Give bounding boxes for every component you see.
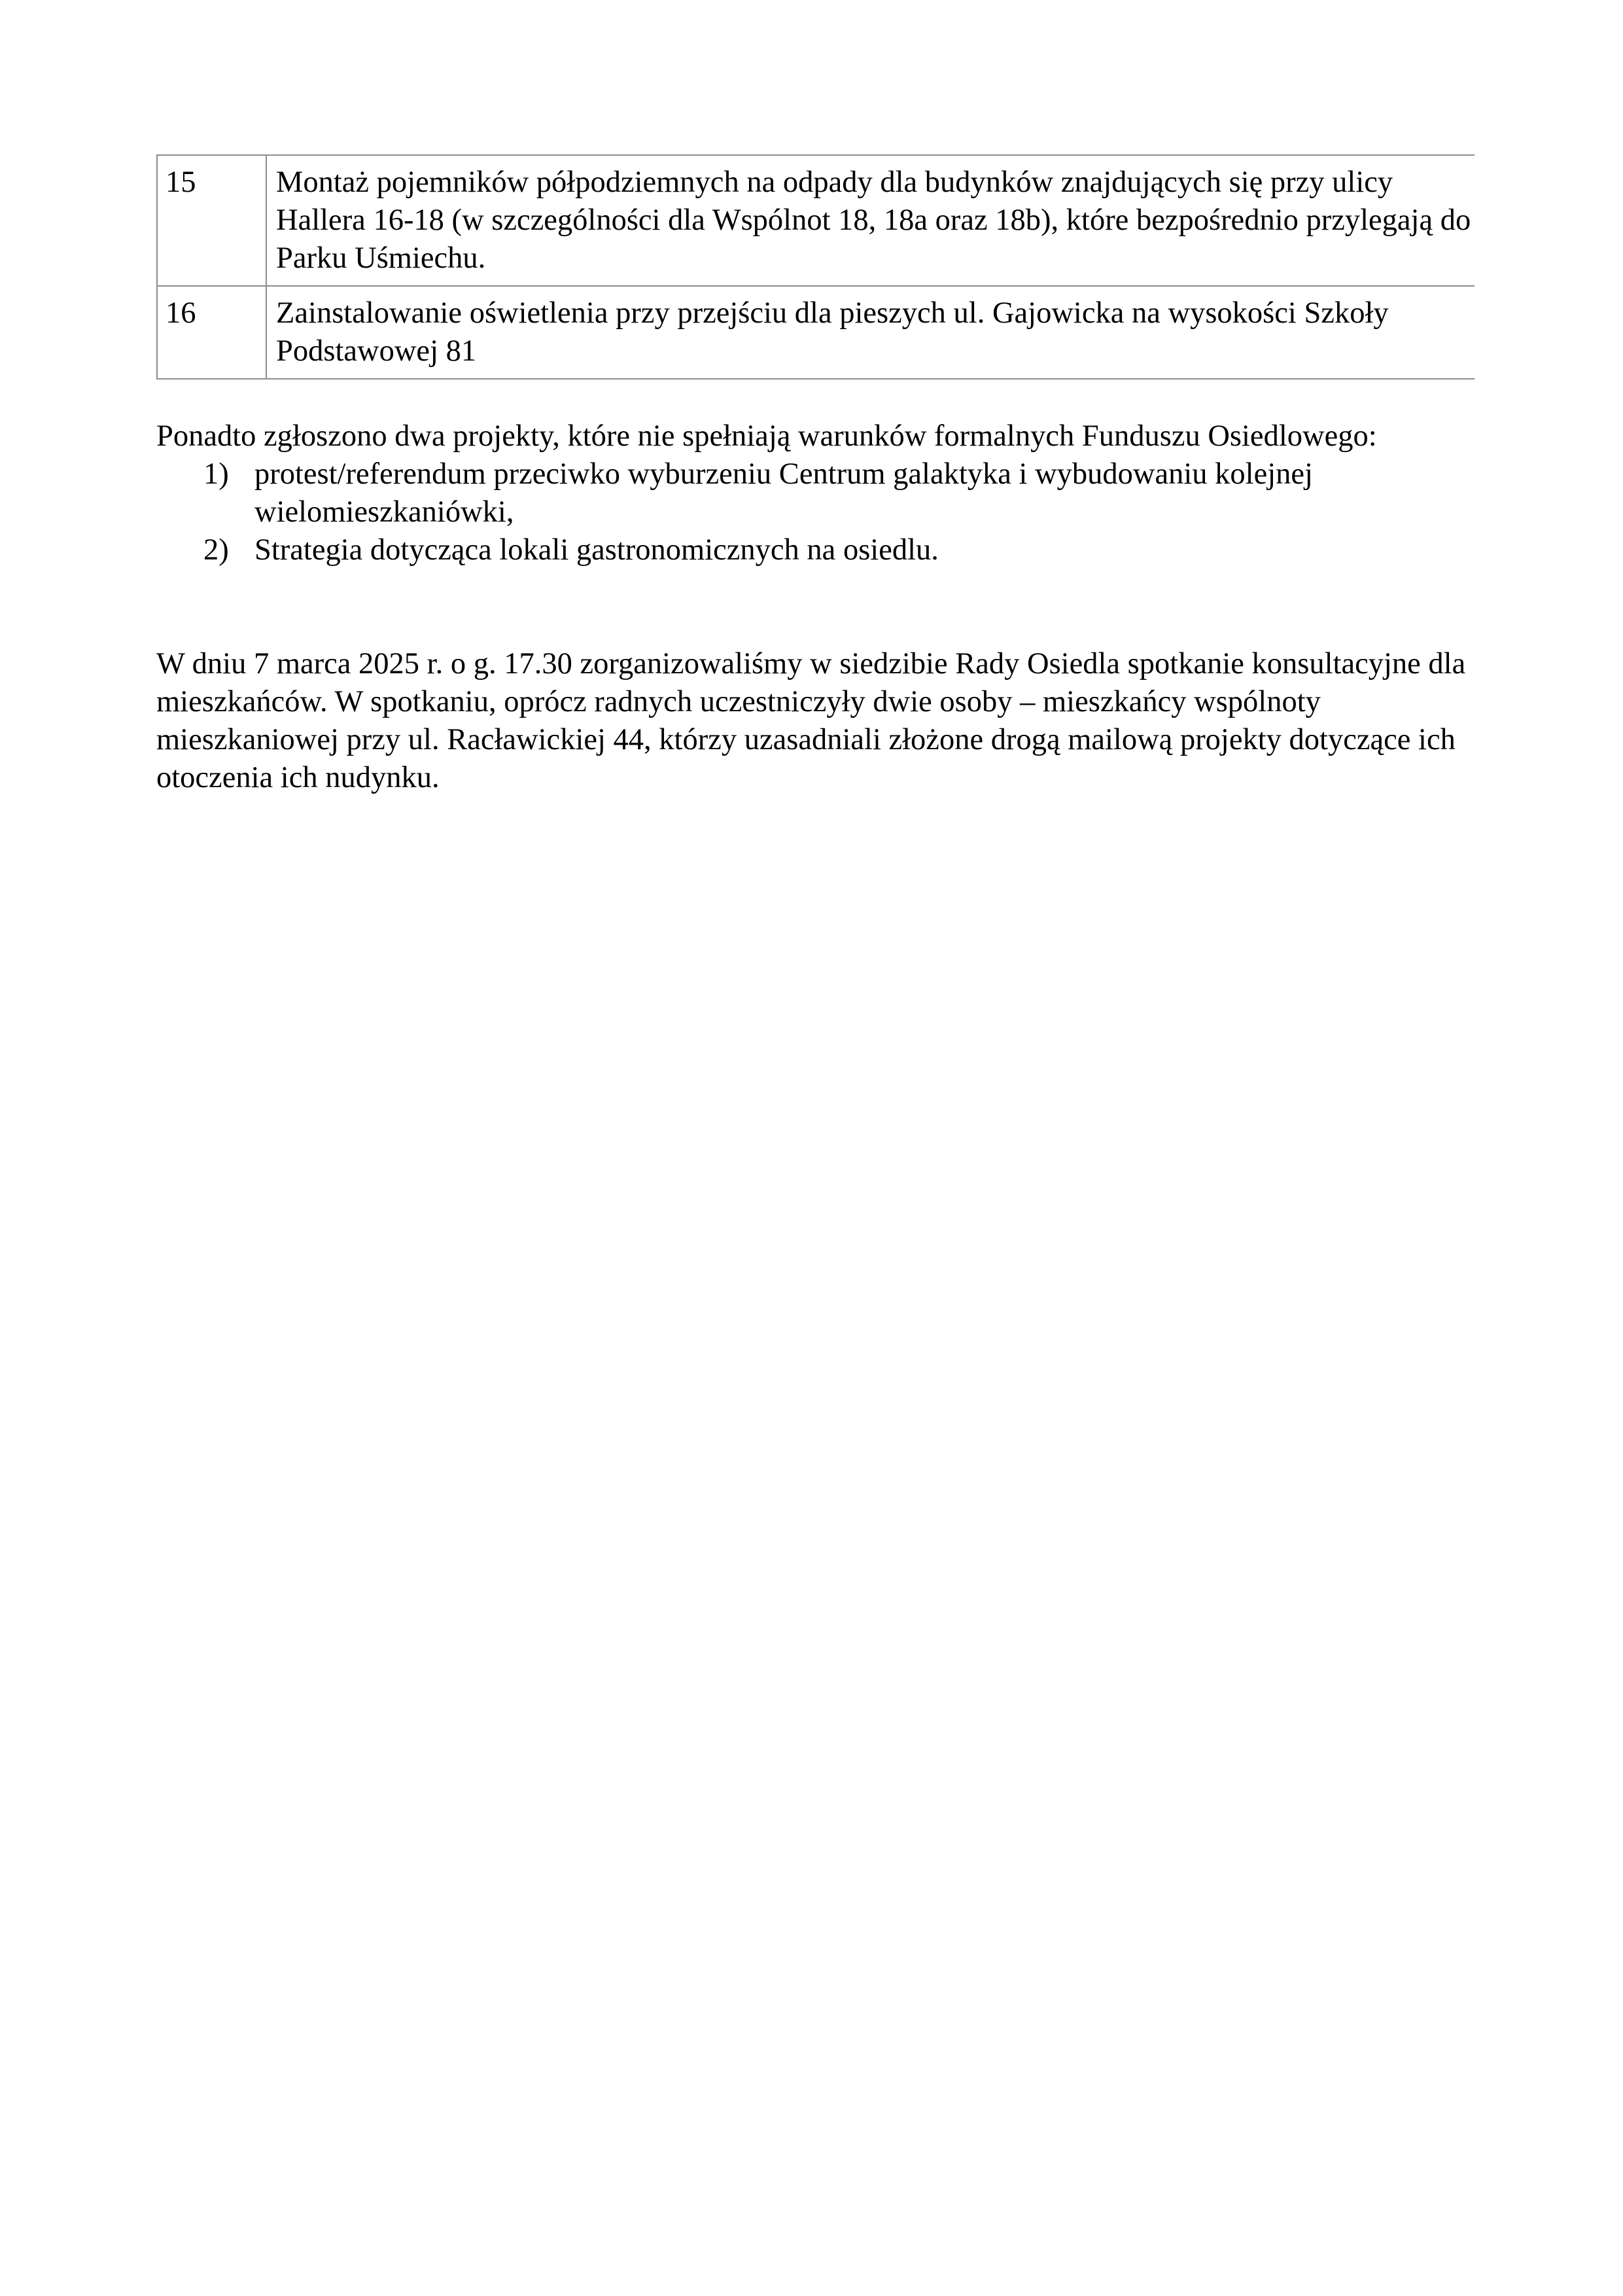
meeting-paragraph: W dniu 7 marca 2025 r. o g. 17.30 zorganizowaliśmy w siedzibie Rady Osiedla spotkanie konsultacyjne dla mieszkańców. W spotkaniu, oprócz radnych uczestniczyły dwie osoby – mieszkańcy wspólnoty mieszkaniowej przy ul. Racławickiej 44, którzy uzasadniali złożone drogą mailową projekty dotyczące ich otoczenia ich nudynku. xyxy=(156,647,1466,794)
table-row xyxy=(157,286,1475,379)
project-number: 15 xyxy=(157,155,266,286)
list-item xyxy=(156,531,1491,569)
list-item-marker: 2) xyxy=(203,533,229,567)
invalid-projects-list xyxy=(156,455,1491,569)
projects-table xyxy=(156,154,1475,380)
project-description: Montaż pojemników półpodziemnych na odpady dla budynków znajdujących się przy ulicy Hallera 16-18 (w szczególności dla Wspólnot 18, 18a oraz 18b), które bezpośrednio przylegają do Parku Uśmiechu. xyxy=(266,155,1475,286)
project-description: Zainstalowanie oświetlenia przy przejściu dla pieszych ul. Gajowicka na wysokości Szkoły Podstawowej 81 xyxy=(266,286,1475,379)
list-item-marker: 1) xyxy=(203,457,229,491)
intro-paragraph: Ponadto zgłoszono dwa projekty, które nie spełniają warunków formalnych Funduszu Osiedlowego: xyxy=(156,419,1377,453)
project-number: 16 xyxy=(157,286,266,379)
list-item-text: Strategia dotycząca lokali gastronomicznych na osiedlu. xyxy=(254,533,939,567)
list-item-text: protest/referendum przeciwko wyburzeniu Centrum galaktyka i wybudowaniu kolejnej wielomieszkaniówki, xyxy=(254,457,1313,529)
table-row xyxy=(157,155,1475,286)
list-item xyxy=(156,455,1491,531)
